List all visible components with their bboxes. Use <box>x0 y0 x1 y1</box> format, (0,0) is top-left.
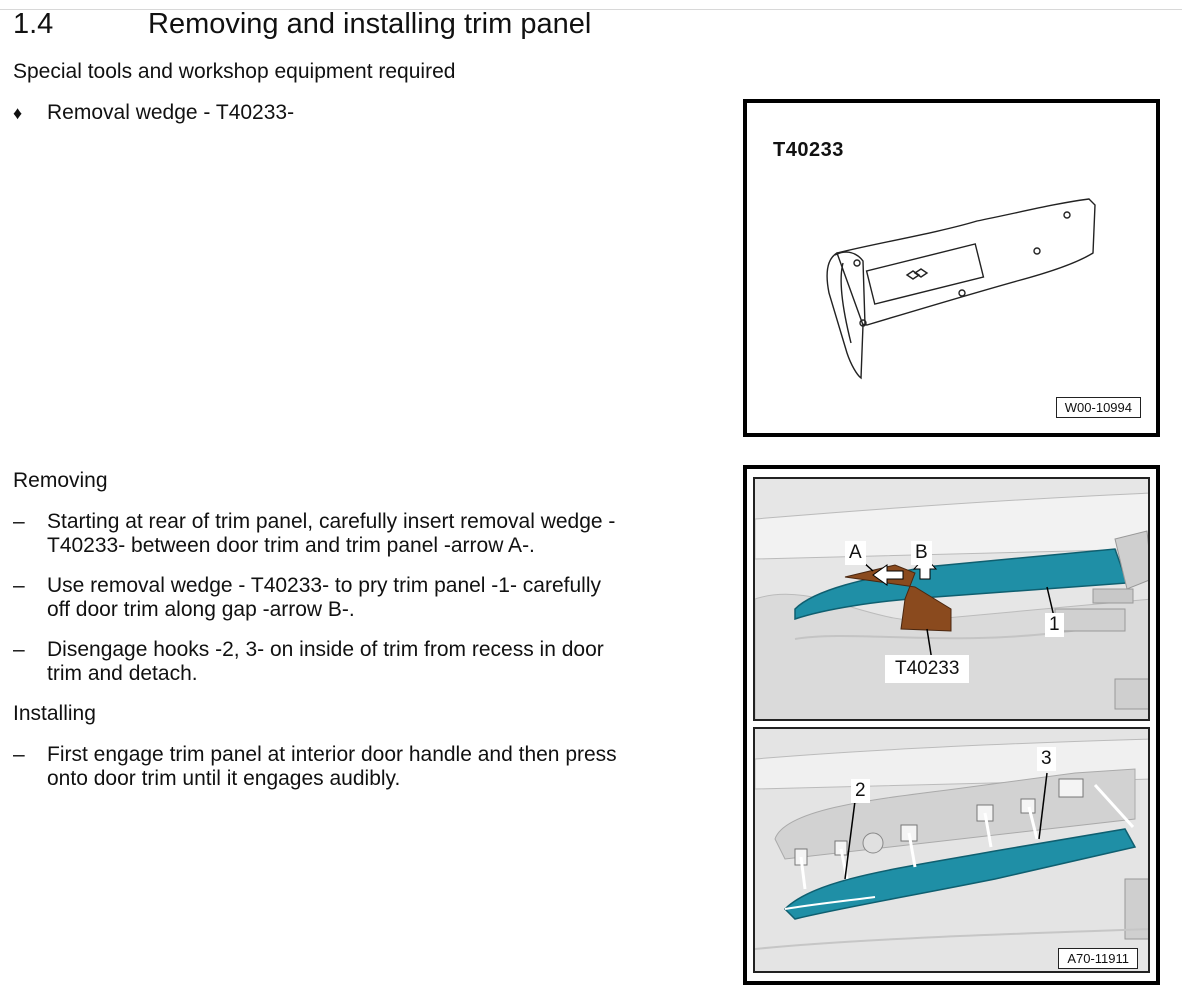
dash-bullet: – <box>13 574 25 597</box>
removing-step-1: Starting at rear of trim panel, carefully insert removal wedge - T40233- between door trim and trim panel -arrow A-. <box>47 510 616 557</box>
hooks-illustration <box>753 727 1150 973</box>
section-title: Removing and installing trim panel <box>148 8 592 40</box>
hook-3-label: 3 <box>1037 747 1056 771</box>
door-trim-removal-drawing <box>755 479 1150 721</box>
figure-reference: A70-11911 <box>1058 948 1138 969</box>
removing-heading: Removing <box>13 469 108 492</box>
diamond-bullet-icon: ♦ <box>13 103 23 123</box>
tool-figure-label: T40233 <box>773 139 844 161</box>
dash-bullet: – <box>13 510 25 533</box>
dash-bullet: – <box>13 743 25 766</box>
installing-step-1: First engage trim panel at interior door handle and then press onto door trim until it engages audibly. <box>47 743 617 790</box>
tool-callout: T40233 <box>885 655 969 683</box>
figure-reference: W00-10994 <box>1056 397 1141 418</box>
dash-bullet: – <box>13 638 25 661</box>
tool-item: Removal wedge - T40233- <box>47 101 295 124</box>
procedure-figure <box>743 465 1160 985</box>
removing-step-3: Disengage hooks -2, 3- on inside of trim from recess in door trim and detach. <box>47 638 604 685</box>
part-1-label: 1 <box>1045 613 1064 637</box>
tools-heading: Special tools and workshop equipment required <box>13 60 456 83</box>
section-number: 1.4 <box>13 8 54 40</box>
removal-wedge-drawing <box>747 103 1156 433</box>
installing-heading: Installing <box>13 702 96 725</box>
tool-figure <box>743 99 1160 437</box>
trim-panel-hooks-drawing <box>755 729 1150 973</box>
arrow-a-label: A <box>845 541 866 565</box>
hook-2-label: 2 <box>851 779 870 803</box>
removal-step-illustration <box>753 477 1150 721</box>
arrow-b-label: B <box>911 541 932 565</box>
removing-step-2: Use removal wedge - T40233- to pry trim panel -1- carefully off door trim along gap -arrow B-. <box>47 574 602 621</box>
